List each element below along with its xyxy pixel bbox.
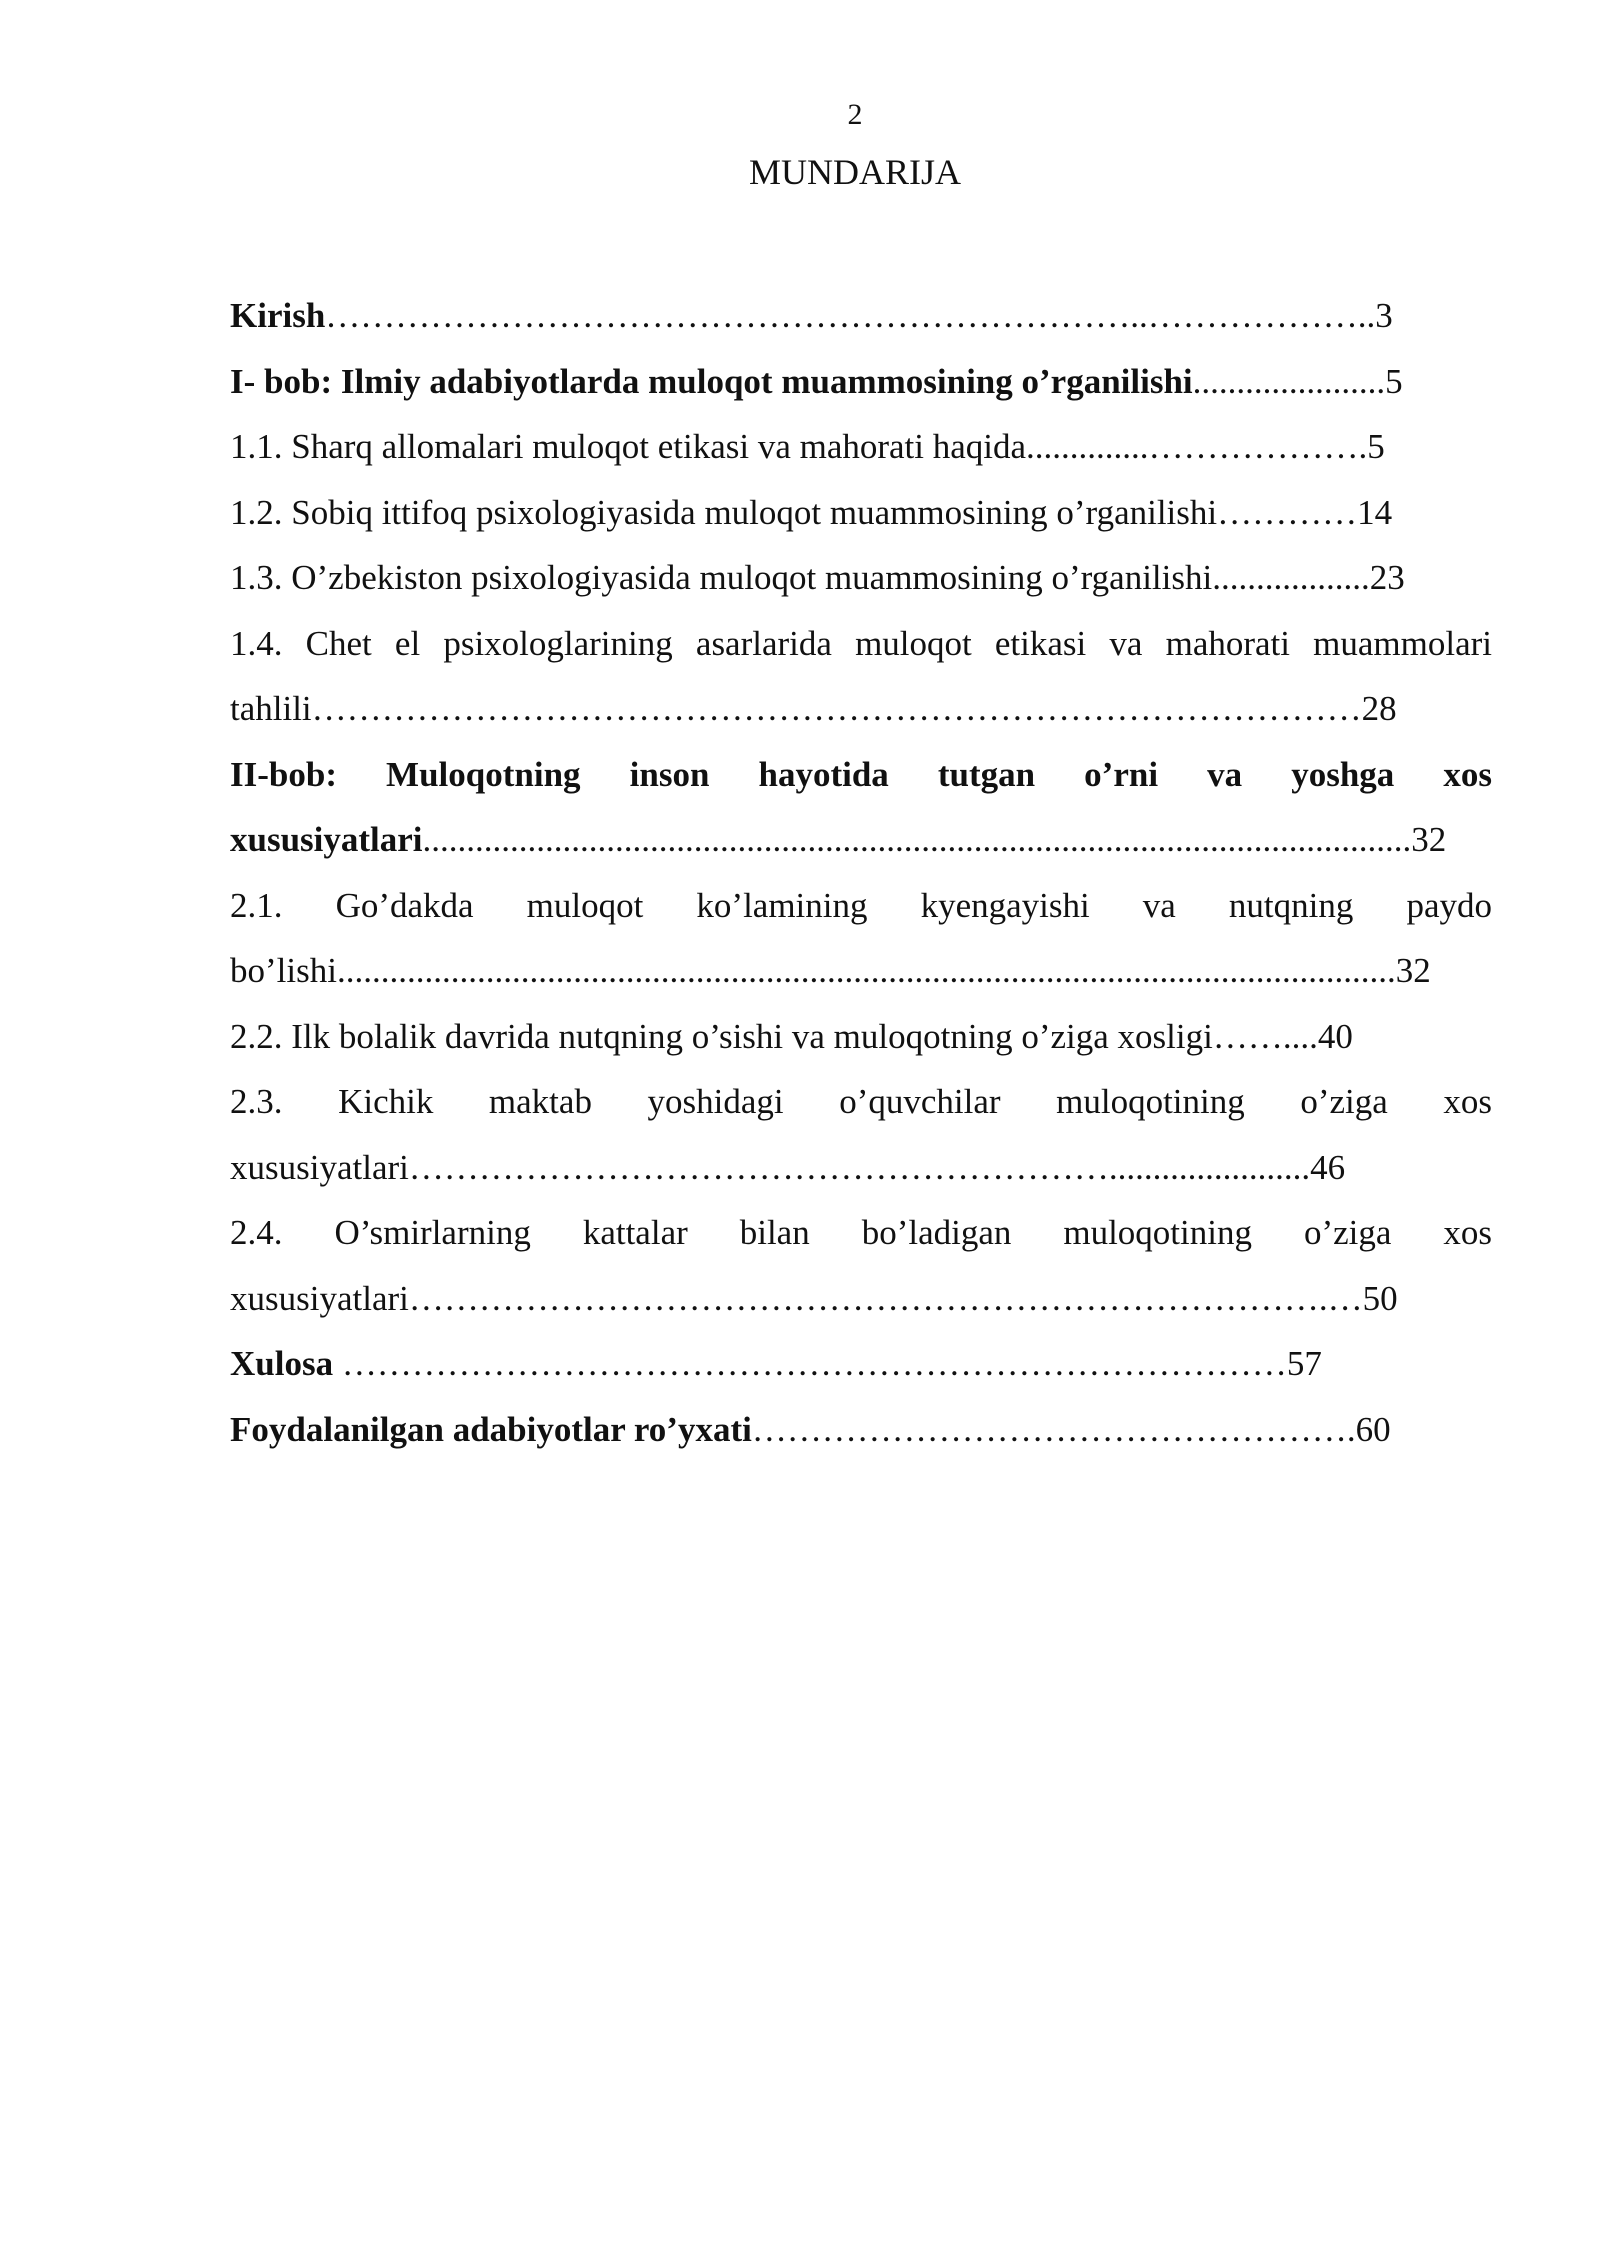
toc-entry-dots: ………… bbox=[1217, 492, 1358, 532]
toc-entry-1-2 bbox=[230, 480, 1492, 546]
page-title: MUNDARIJA bbox=[748, 152, 961, 192]
toc-entry-dots: ……………………………………………………………………………… bbox=[311, 689, 1362, 728]
toc-entry-label: II-bob: Muloqotning inson hayotida tutgan o’rni va yoshga xos bbox=[230, 754, 1492, 794]
toc-entry-label: 1.3. O’zbekiston psixologiyasida muloqot muammosining o’rganilishi bbox=[230, 558, 1213, 597]
toc-entry-page: 5 bbox=[1385, 361, 1403, 401]
toc-entry-label: 1.4. Chet el psixologlarining asarlarida muloqot etikasi va mahorati muammolari bbox=[230, 623, 1492, 663]
toc-entry-label-cont: tahlili bbox=[230, 689, 312, 728]
table-of-contents bbox=[230, 283, 1492, 1462]
toc-entry-xulosa bbox=[230, 1331, 1492, 1397]
toc-entry-label: 1.1. Sharq allomalari muloqot etikasi va mahorati haqida bbox=[230, 427, 1027, 466]
toc-entry-label: Kirish bbox=[230, 296, 326, 335]
toc-entry-dots: …………………………………………………………………….… bbox=[408, 1278, 1363, 1318]
toc-entry-page: 3 bbox=[1375, 296, 1393, 335]
toc-entry-dots: ................................................................................................................. bbox=[422, 820, 1412, 859]
toc-entry-label: 2.3. Kichik maktab yoshidagi o’quvchilar muloqotining o’ziga xos bbox=[230, 1082, 1492, 1121]
toc-entry-page: 28 bbox=[1361, 689, 1397, 728]
toc-entry-dots: .................. bbox=[1212, 558, 1370, 597]
toc-entry-page: 57 bbox=[1286, 1344, 1322, 1383]
toc-entry-1-1 bbox=[230, 414, 1492, 480]
toc-entry-dots: ……………………………………………. bbox=[751, 1409, 1356, 1449]
toc-entry-label: 2.1. Go’dakda muloqot ko’lamining kyengayishi va nutqning paydo bbox=[230, 885, 1492, 925]
toc-entry-chapter-1 bbox=[230, 349, 1492, 415]
toc-entry-dots: ..............………………. bbox=[1026, 427, 1368, 466]
toc-entry-2-2 bbox=[230, 1004, 1492, 1070]
toc-entry-chapter-2 bbox=[230, 742, 1492, 873]
toc-entry-2-1 bbox=[230, 873, 1492, 1004]
toc-entry-page: 32 bbox=[1395, 951, 1431, 990]
toc-entry-dots: ……………………………………………………………..……………….. bbox=[325, 296, 1376, 335]
toc-entry-page: 40 bbox=[1317, 1016, 1353, 1056]
toc-entry-label-cont: xususiyatlari bbox=[230, 1278, 409, 1318]
page-number: 2 bbox=[847, 98, 863, 131]
toc-entry-label: 2.2. Ilk bolalik davrida nutqning o’sishi va muloqotning o’ziga xosligi bbox=[230, 1016, 1213, 1056]
toc-entry-bibliography bbox=[230, 1397, 1492, 1463]
toc-entry-dots: ...................... bbox=[1192, 361, 1386, 401]
toc-entry-label-cont: xususiyatlari bbox=[230, 1147, 409, 1187]
toc-entry-1-3 bbox=[230, 545, 1492, 611]
toc-entry-kirish bbox=[230, 283, 1492, 349]
toc-entry-label: 2.4. O’smirlarning kattalar bilan bo’ladigan muloqotining o’ziga xos bbox=[230, 1213, 1492, 1252]
toc-entry-dots: ……………………………………………………....................... bbox=[408, 1147, 1311, 1187]
toc-entry-dots: ......................................................................................................................... bbox=[336, 951, 1396, 990]
toc-entry-page: 32 bbox=[1411, 820, 1447, 859]
toc-entry-page: 23 bbox=[1369, 558, 1405, 597]
toc-entry-label: Foydalanilgan adabiyotlar ro’yxati bbox=[230, 1409, 752, 1449]
toc-entry-2-4 bbox=[230, 1200, 1492, 1331]
toc-entry-1-4 bbox=[230, 611, 1492, 742]
toc-entry-page: 14 bbox=[1357, 492, 1393, 532]
toc-entry-page: 46 bbox=[1310, 1147, 1346, 1187]
toc-entry-page: 5 bbox=[1367, 427, 1385, 466]
toc-entry-label: I- bob: Ilmiy adabiyotlarda muloqot muammosining o’rganilishi bbox=[230, 361, 1193, 401]
toc-entry-label-cont: bo’lishi bbox=[230, 951, 337, 990]
toc-entry-page: 50 bbox=[1362, 1278, 1398, 1318]
toc-entry-page: 60 bbox=[1355, 1409, 1391, 1449]
toc-entry-2-3 bbox=[230, 1069, 1492, 1200]
toc-entry-label: 1.2. Sobiq ittifoq psixologiyasida muloqot muammosining o’rganilishi bbox=[230, 492, 1218, 532]
toc-entry-dots: ……………………………………………………………………… bbox=[341, 1344, 1287, 1383]
toc-entry-label: Xulosa bbox=[230, 1344, 342, 1383]
toc-entry-label-cont: xususiyatlari bbox=[230, 820, 423, 859]
toc-entry-dots: …….... bbox=[1212, 1016, 1318, 1056]
